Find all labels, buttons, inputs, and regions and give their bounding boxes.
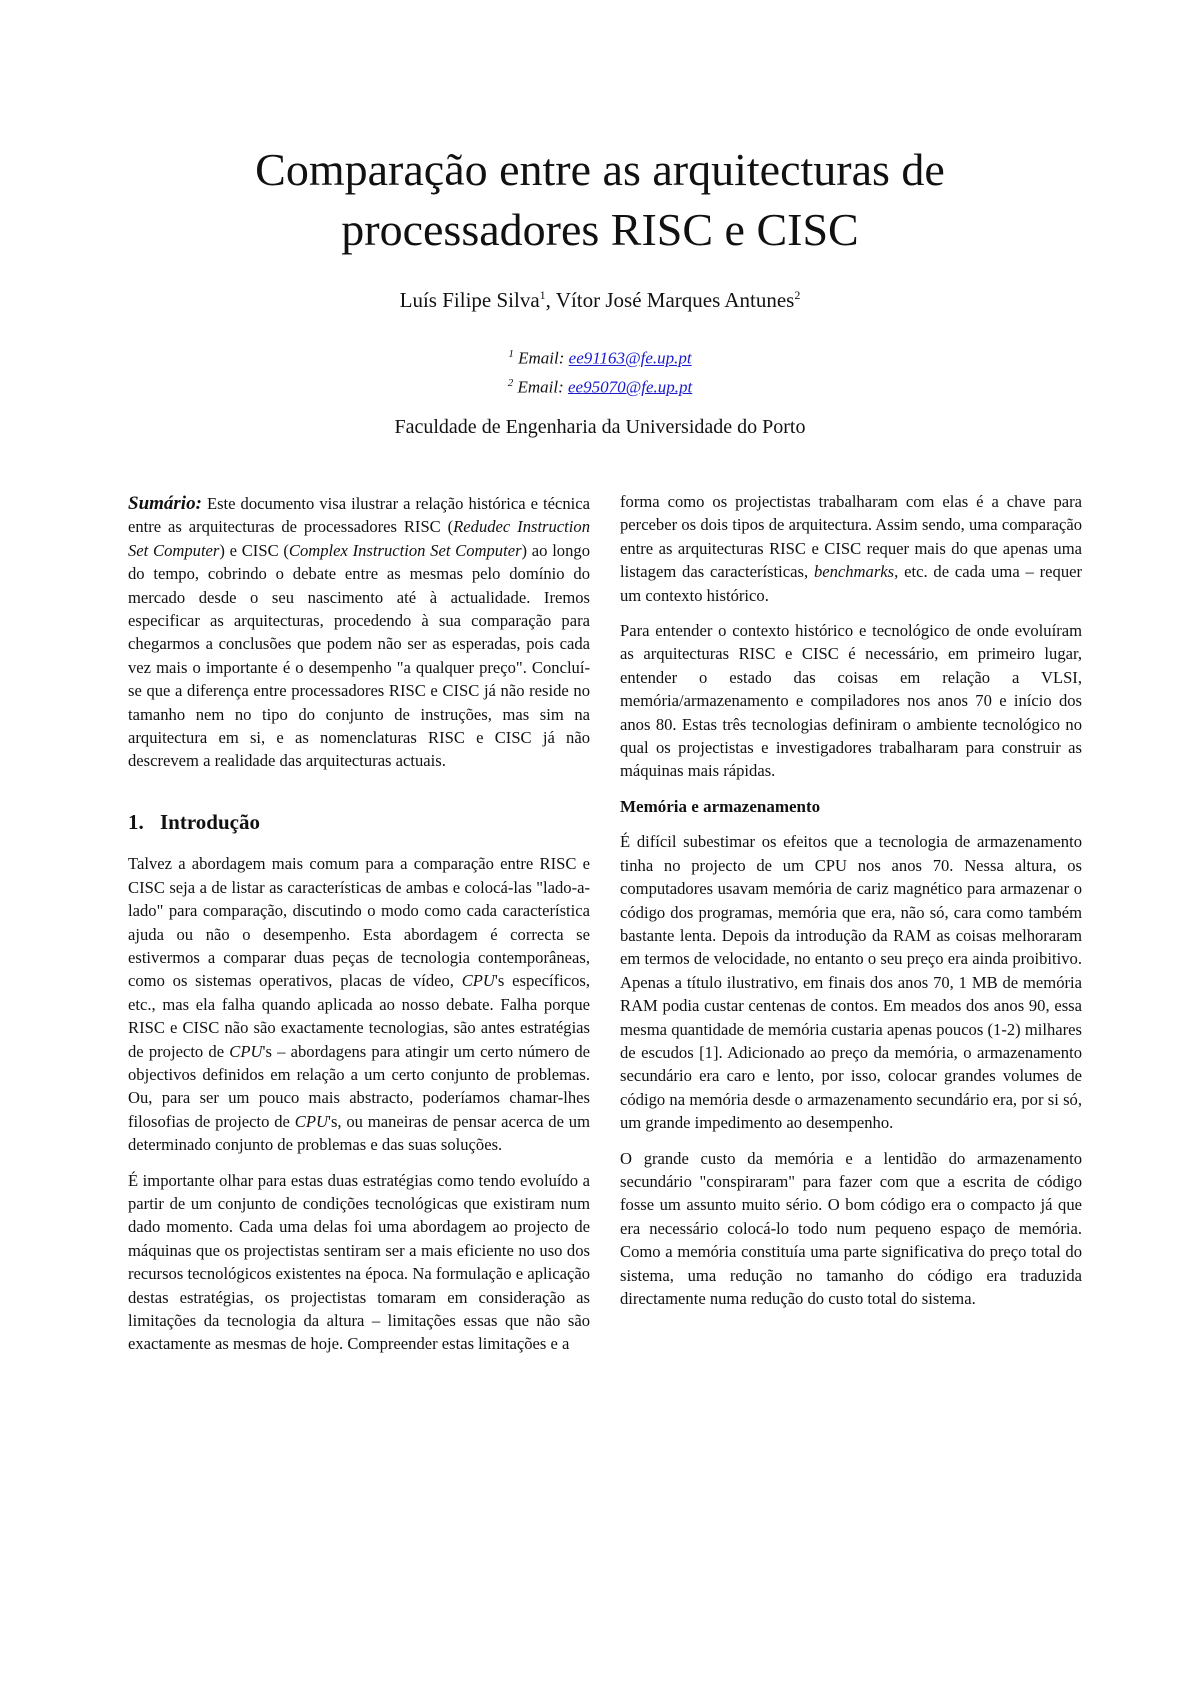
author-1-affil-mark: 1 bbox=[539, 288, 546, 302]
intro-p1-cpu-3: CPU bbox=[294, 1111, 328, 1131]
title-line-2: processadores RISC e CISC bbox=[341, 204, 859, 255]
email-2-link[interactable]: ee95070@fe.up.pt bbox=[568, 377, 693, 397]
right-paragraph-2: Para entender o contexto histórico e tecnológico de onde evoluíram as arquitecturas RISC e CISC é necessário, em primeiro lugar, entender o estado das coisas em relação a VLSI, memória/armazenamento e compiladores nos anos 70 e início dos anos 80. Estas três tecnologias definiram o ambiente tecnológico no qual os projectistas e investigadores trabalharam para construir as máquinas mais rápidas. bbox=[620, 621, 1082, 781]
email-line-2 bbox=[0, 371, 1200, 400]
right-p1-text-2: , etc. de cada uma – requer um contexto histórico. bbox=[620, 562, 1083, 605]
email-1-label: Email: bbox=[518, 348, 569, 368]
intro-p1-text-2: 's específicos, etc., mas ela falha quando aplicada ao nosso debate. Falha porque RISC e CISC não são exactamente tecnologias, são antes estratégias de projecto de bbox=[128, 971, 590, 1061]
abstract-risc-expansion: Redudec Instruction Set Computer bbox=[128, 517, 590, 560]
intro-p1-text-3: 's – abordagens para atingir um certo número de objectivos definidos em relação a um certo conjunto de problemas. Ou, para ser um pouco mais abstracto, poderíamos chamar-lhes filosofias de projecto de bbox=[128, 1041, 590, 1131]
author-2-affil-mark: 2 bbox=[794, 288, 801, 302]
abstract-text-3: ) ao longo do tempo, cobrindo o debate entre as mesmas pelo domínio do mercado desde o seu nascimento até à actualidade. Iremos especificar as arquitecturas, procedendo à sua comparação para chegarmos a conclusões que podem não ser as esperadas, pois cada vez mais o importante é o desempenho "a qualquer preço". Concluí-se que a diferença entre processadores RISC e CISC já não reside no tamanho nem no tipo do conjunto de instruções, mas sim na arquitectura em si, e as nomenclaturas RISC e CISC já não descrevem a realidade das arquitecturas actuais. bbox=[128, 540, 590, 771]
email-1-mark: 1 bbox=[508, 348, 514, 360]
section-1-title: Introdução bbox=[160, 809, 260, 834]
intro-p1-text-1: Talvez a abordagem mais comum para a comparação entre RISC e CISC seja a de listar as características de ambas e colocá-las "lado-a-lado" para comparação, discutindo o modo como cada característica ajuda ou não o desempenho. Esta abordagem é correcta se estivermos a comparar duas peças de tecnologia contemporâneas, como os sistemas operativos, placas de vídeo, bbox=[128, 854, 590, 991]
abstract-label: Sumário: bbox=[128, 493, 202, 514]
email-2-mark: 2 bbox=[507, 376, 514, 389]
author-2: Vítor José Marques Antunes bbox=[555, 288, 795, 312]
email-2-label: Email: bbox=[517, 377, 569, 397]
right-paragraph-3: É difícil subestimar os efeitos que a tecnologia de armazenamento tinha no projecto de um CPU nos anos 70. Nessa altura, os computadores usavam memória de cariz magnético para armazenar o código dos programas, memória que era, não só, cara como também bastante lenta. Depois da introdução da RAM as coisas melhoraram em termos de velocidade, no entanto o seu preço era ainda proibitivo. Apenas a título ilustrativo, em finais dos anos 70, 1 MB de memória RAM podia custar centenas de contos. Em meados dos anos 90, essa mesma quantidade de memória custaria apenas poucos (1-2) milhares de escudos [1]. Adicionado ao preço da memória, o armazenamento secundário era caro e lento, por isso, colocar grandes volumes de código na memória desde o armazenamento secundário era, por si só, um grande impedimento ao desempenho. bbox=[620, 832, 1082, 1133]
email-list bbox=[0, 342, 1200, 399]
intro-p1-text-4: 's, ou maneiras de pensar acerca de um determinado conjunto de problemas e das suas soluções. bbox=[128, 1111, 591, 1155]
title-line-1: Comparação entre as arquitecturas de bbox=[255, 144, 945, 195]
right-column bbox=[620, 490, 1082, 1322]
paper-title bbox=[0, 140, 1200, 260]
abstract-cisc-expansion: Complex Instruction Set Computer bbox=[288, 540, 522, 560]
section-1-heading bbox=[128, 811, 590, 834]
intro-paragraph-2: É importante olhar para estas duas estratégias como tendo evoluído a partir de um conjunto de condições tecnológicas que existiram num dado momento. Cada uma delas foi uma abordagem ao projecto de máquinas que os projectistas sentiram ser a mais eficiente no uso dos recursos tecnológicos existentes na época. Na formulação e aplicação destas estratégias, os projectistas tomaram em consideração as limitações da tecnologia da altura – limitações essas que não são exactamente as mesmas de hoje. Compreender estas limitações e a bbox=[128, 1170, 590, 1354]
author-1: Luís Filipe Silva bbox=[399, 288, 540, 312]
affiliation: Faculdade de Engenharia da Universidade do Porto bbox=[394, 416, 806, 438]
left-column bbox=[128, 492, 590, 1368]
right-p1-benchmarks: benchmarks bbox=[813, 562, 895, 582]
intro-paragraph-1 bbox=[128, 852, 590, 1156]
right-paragraph-4: O grande custo da memória e a lentidão do armazenamento secundário "conspiraram" para fazer com que a escrita de código fosse um assunto muito sério. O bom código era o compacto já que era necessário colocá-lo todo num pequeno espaço de memória. Como a memória constituía uma parte significativa do preço total do sistema, uma redução no tamanho do código era traduzida directamente numa redução do custo total do sistema. bbox=[620, 1148, 1082, 1308]
abstract bbox=[128, 492, 590, 773]
right-p1-text-1: forma como os projectistas trabalharam com elas é a chave para perceber os dois tipos de arquitectura. Assim sendo, uma comparação entre as arquitecturas RISC e CISC requer mais do que apenas uma listagem das características, bbox=[620, 492, 1082, 582]
abstract-text-2: ) e CISC ( bbox=[219, 540, 289, 560]
email-line-1 bbox=[0, 342, 1200, 371]
intro-p1-cpu-1: CPU bbox=[461, 971, 495, 991]
section-1-number: 1. bbox=[128, 809, 144, 834]
abstract-text-1: Este documento visa ilustrar a relação histórica e técnica entre as arquitecturas de processadores RISC ( bbox=[128, 494, 590, 537]
author-separator: , bbox=[545, 288, 556, 312]
memory-subheading: Memória e armazenamento bbox=[620, 796, 821, 816]
email-1-link[interactable]: ee91163@fe.up.pt bbox=[568, 348, 692, 368]
author-list bbox=[0, 288, 1200, 313]
right-paragraph-1 bbox=[620, 490, 1082, 607]
intro-p1-cpu-2: CPU bbox=[229, 1041, 263, 1061]
